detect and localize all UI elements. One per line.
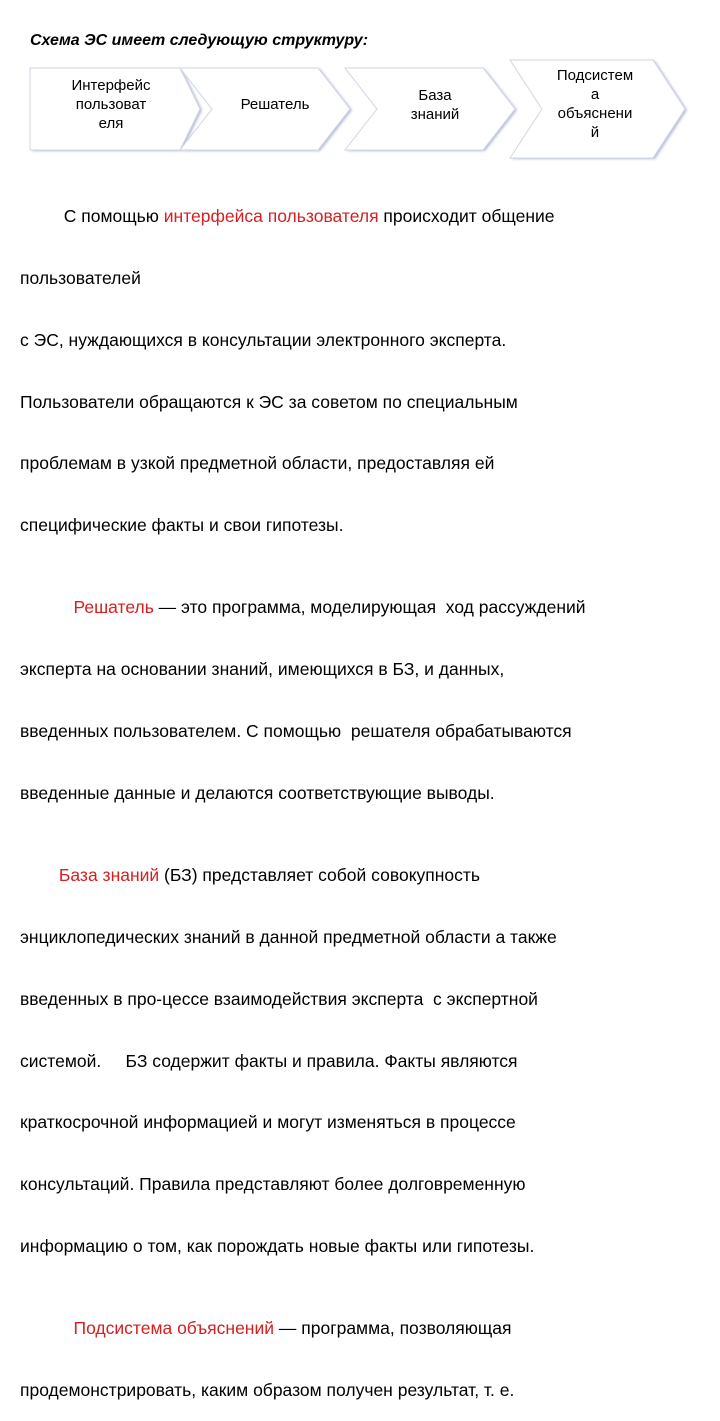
text-line: эксперта на основании знаний, имеющихся в БЗ, и данных, (20, 659, 505, 680)
chevron-label-solver: Решатель (240, 96, 310, 113)
paragraph-explanation-first-line: Подсистема объяснений — программа, позволяющая (73, 1318, 512, 1339)
paragraph-user-interface-first-line: С помощью интерфейса пользователя происходит общение (63, 206, 555, 227)
text-line: энциклопедических знаний в данной предметной области а также (20, 926, 557, 947)
text-line: Пользователи обращаются к ЭС за советом по специальным (20, 391, 518, 412)
text-line: введенные данные и делаются соответствующие выводы. (20, 782, 495, 803)
text-line: введенных в про-цессе взаимодействия эксперта с экспертной (20, 988, 538, 1009)
text-line: информацию о том, как порождать новые факты или гипотезы. (20, 1235, 535, 1256)
chevron-label-user-interface: Интерфейс пользоват еля (71, 77, 151, 132)
text-line: с ЭС, нуждающихся в консультации электронного эксперта. (20, 329, 507, 350)
text-line: продемонстрировать, каким образом получен результат, т. е. (20, 1380, 515, 1401)
term-explanation-subsystem: Подсистема объяснений (73, 1318, 275, 1339)
chevron-label-explanation-subsystem: Подсистем а объяснени й (556, 67, 634, 141)
text-line: проблемам в узкой предметной области, предоставляя ей (20, 453, 495, 474)
text-line: специфические факты и свои гипотезы. (20, 515, 344, 536)
text-line: краткосрочной информацией и могут изменяться в процессе (20, 1112, 516, 1133)
text-line: введенных пользователем. С помощью решателя обрабатываются (20, 721, 572, 742)
slide-heading: Схема ЭС имеет следующую структуру: (30, 32, 369, 49)
term-knowledge-base: База знаний (58, 865, 160, 886)
text-line: консультаций. Правила представляют более долговременную (20, 1174, 526, 1195)
paragraph-knowledge-base-first-line: База знаний (БЗ) представляет собой совокупность (58, 865, 481, 886)
body-text (20, 165, 710, 1421)
text-line: пользователей (20, 267, 141, 288)
term-user-interface: интерфейса пользователя (163, 206, 379, 227)
paragraph-solver-first-line: Решатель — это программа, моделирующая ход рассуждений (73, 597, 586, 618)
text-line: системой. БЗ содержит факты и правила. Факты являются (20, 1050, 518, 1071)
chevron-label-knowledge-base: База знаний (410, 87, 460, 123)
term-solver: Решатель (73, 597, 154, 618)
